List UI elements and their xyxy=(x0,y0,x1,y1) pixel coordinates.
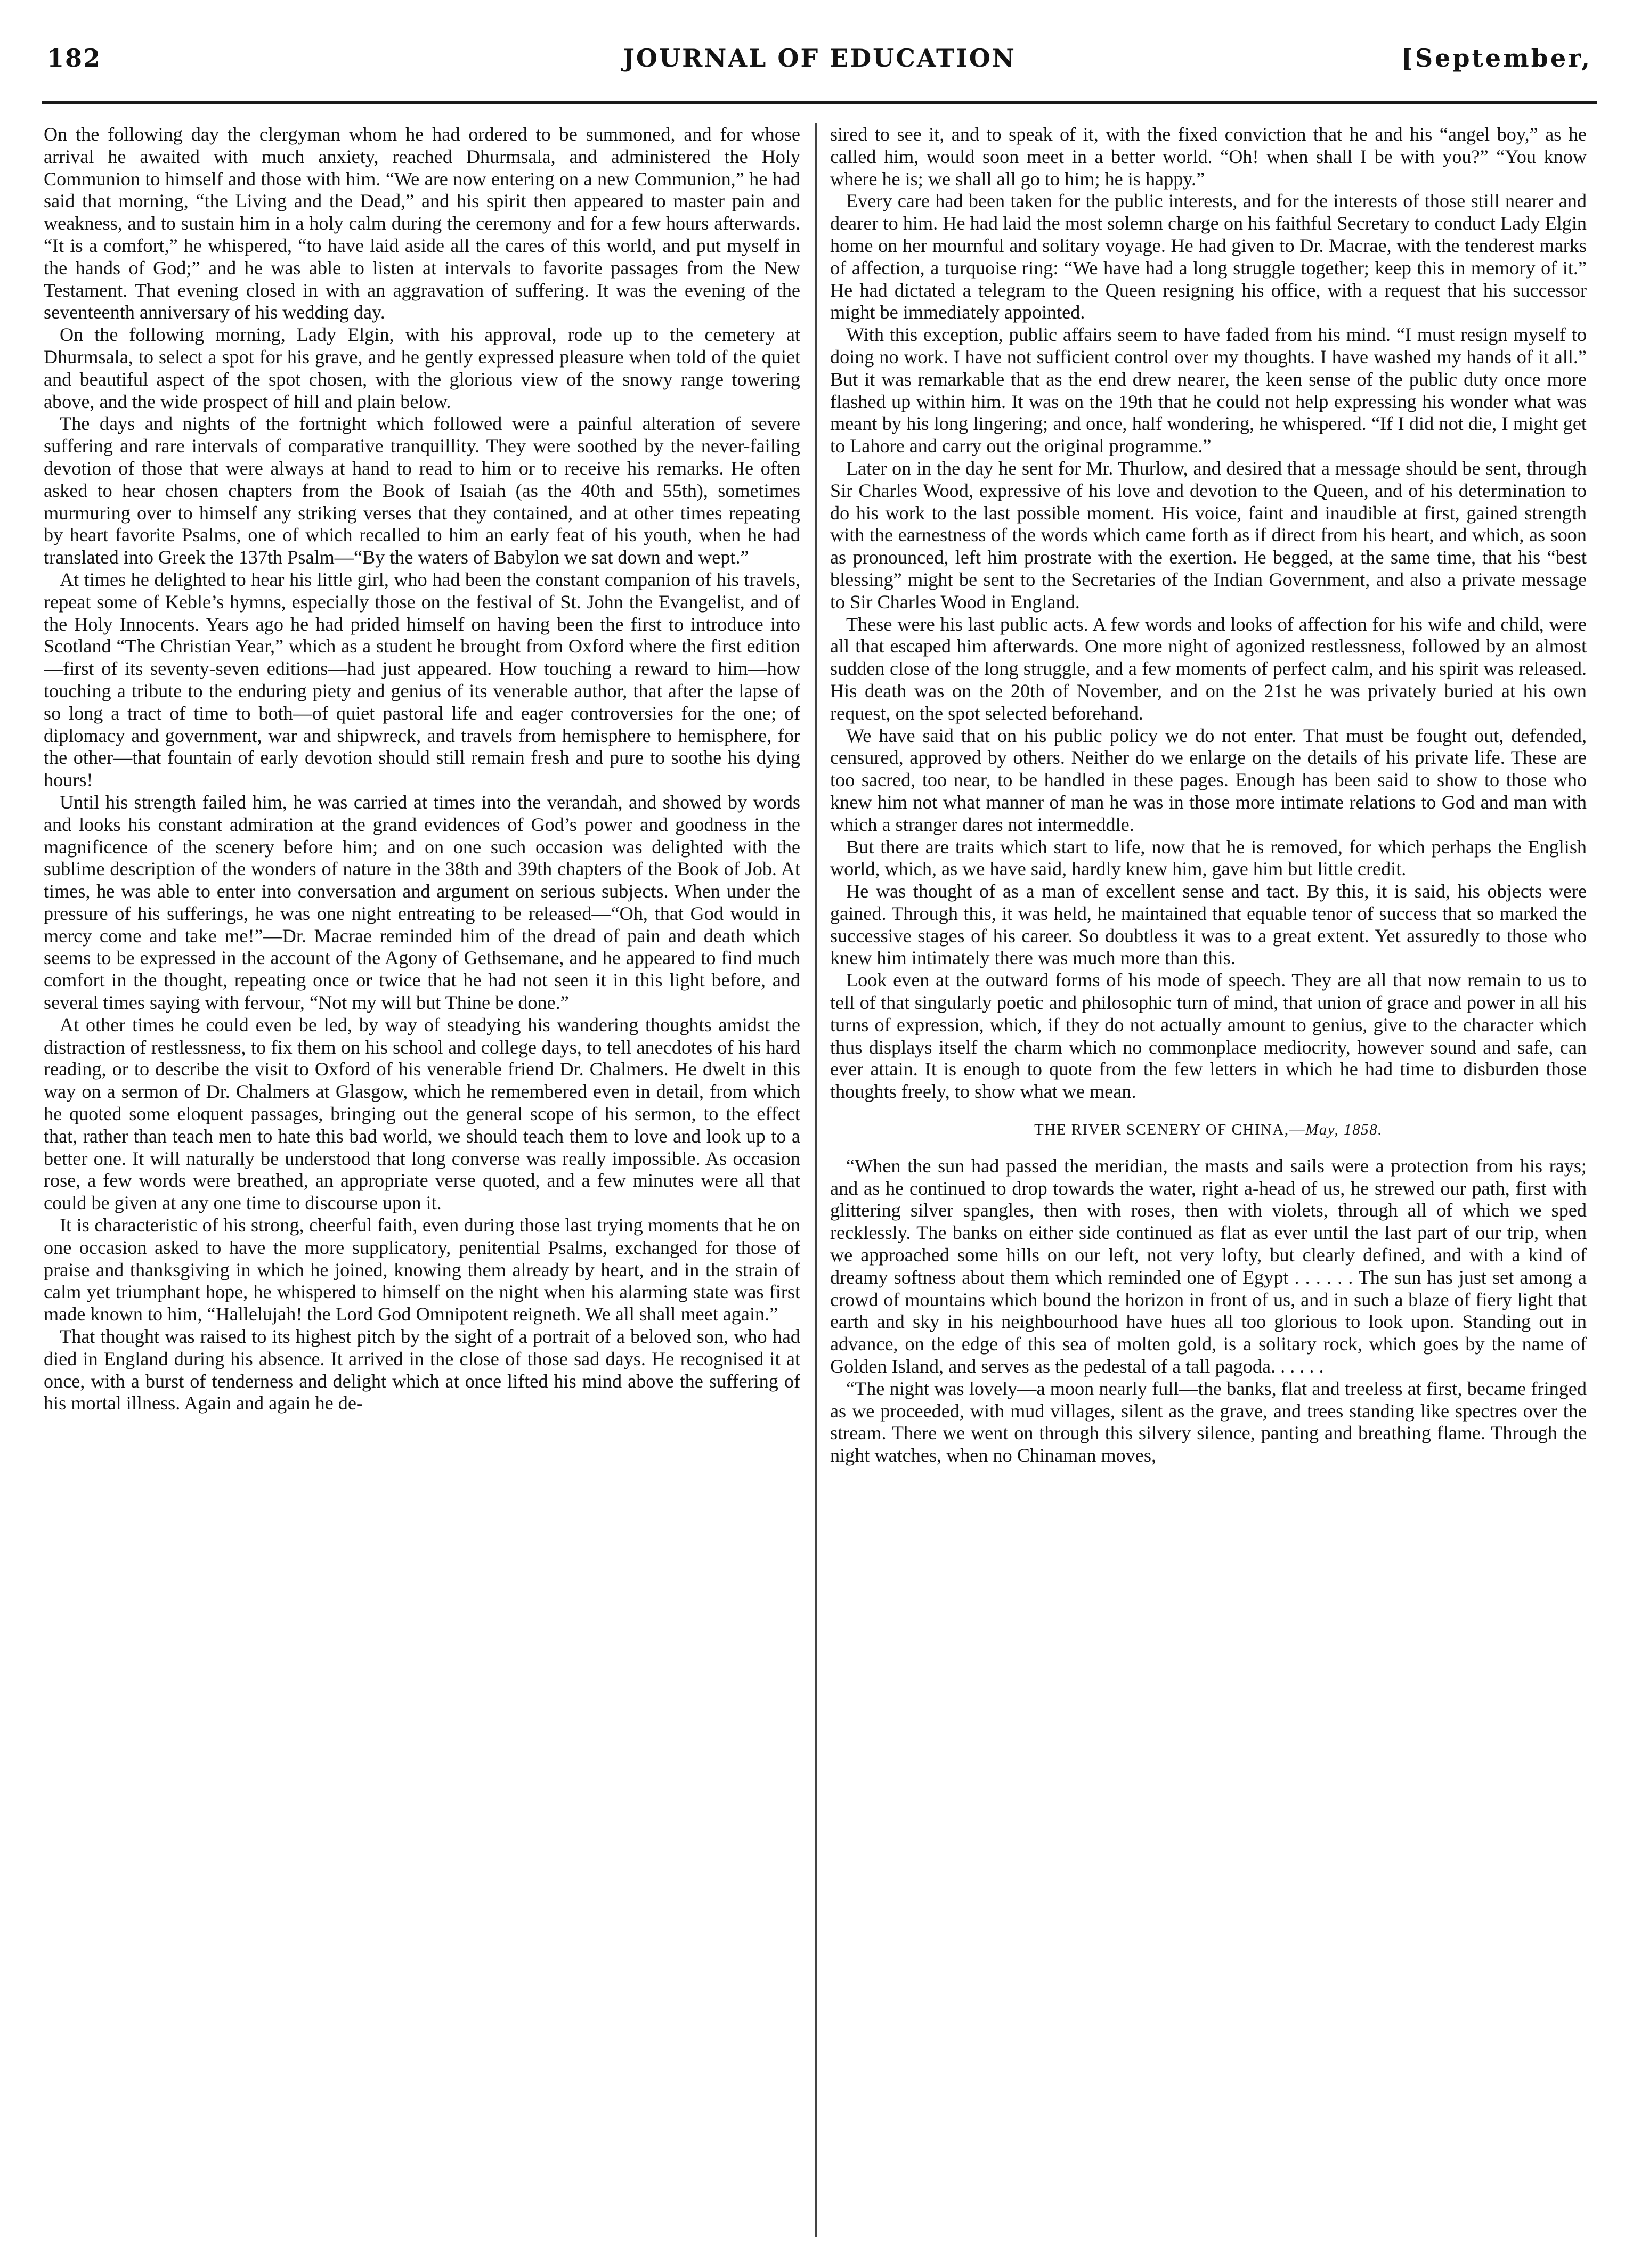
paragraph: Later on in the day he sent for Mr. Thurlow, and desired that a message should be sent, through Sir Charles Wood, expressive of his love and devotion to the Queen, and of his determination to do his work to the last possible moment. His voice, faint and inaudible at first, gained strength with the earnestness of the words which came forth as if direct from his heart, and which, as soon as pronounced, left him prostrate with the exertion. He begged, at the same time, that his “best blessing” might be sent to the Secretaries of the Indian Government, and also a private message to Sir Charles Wood in England. xyxy=(830,457,1587,613)
section-heading xyxy=(830,1119,1587,1141)
paragraph: Every care had been taken for the public interests, and for the interests of those still nearer and dearer to him. He had laid the most solemn charge on his faithful Secretary to conduct Lady Elgin home on her mournful and solitary voyage. He had given to Dr. Macrae, with the tenderest marks of affection, a turquoise ring: “We have had a long struggle together; keep this in memory of it.” He had dictated a telegram to the Queen resigning his office, with a request that his successor might be immediately appointed. xyxy=(830,190,1587,323)
paragraph: We have said that on his public policy we do not enter. That must be fought out, defended, censured, approved by others. Neither do we enlarge on the details of his private life. These are too sacred, too near, to be handled in these pages. Enough has been said to show to those who knew him not what manner of man he was in those more intimate relations to God and man with which a stranger dares not intermeddle. xyxy=(830,724,1587,835)
paragraph: At other times he could even be led, by way of steadying his wandering thoughts amidst the distraction of restlessness, to fix them on his school and college days, to tell anecdotes of his hard reading, or to describe the visit to Oxford of his venerable friend Dr. Chalmers. He dwelt in this way on a sermon of Dr. Chalmers at Glasgow, which he remembered even in detail, from which he quoted some eloquent passages, bringing out the general scope of his sermon, to the effect that, rather than teach men to hate this bad world, we should teach them to love and look up to a better one. It will naturally be understood that long converse was really impossible. As occasion rose, a few words were breathed, an appropriate verse quoted, and a few minutes were all that could be given at any one time to discourse upon it. xyxy=(44,1014,800,1214)
left-column xyxy=(44,124,800,2249)
paragraph: But there are traits which start to life, now that he is removed, for which perhaps the English world, which, as we have said, hardly knew him, gave him but little credit. xyxy=(830,836,1587,880)
paragraph: These were his last public acts. A few words and looks of affection for his wife and child, were all that escaped him afterwards. One more night of agonized restlessness, followed by an almost sudden close of the long struggle, and a few moments of perfect calm, and his spirit was released. His death was on the 20th of November, and on the 21st he was privately buried at his own request, on the spot selected beforehand. xyxy=(830,613,1587,724)
right-column xyxy=(830,124,1587,2249)
paragraph: That thought was raised to its highest pitch by the sight of a portrait of a beloved son, who had died in England during his absence. It arrived in the close of those sad days. He recognised it at once, with a burst of tenderness and delight which at once lifted his mind above the suffering of his mortal illness. Again and again he de- xyxy=(44,1326,800,1414)
paragraph: With this exception, public affairs seem to have faded from his mind. “I must resign myself to doing no work. I have not sufficient control over my thoughts. I have washed my hands of it all.” But it was remarkable that as the end drew nearer, the keen sense of the public duty once more flashed up within him. It was on the 19th that he could not help expressing his wonder what was meant by his long lingering; and once, half wondering, he whispered. “If I did not die, I might get to Lahore and carry out the original programme.” xyxy=(830,324,1587,457)
section-heading-date: May, 1858. xyxy=(1305,1121,1383,1139)
paragraph: It is characteristic of his strong, cheerful faith, even during those last trying moments that he on one occasion asked to have the more supplicatory, penitential Psalms, exchanged for those of praise and thanksgiving in which he joined, knowing them already by heart, and in the strain of calm yet triumphant hope, he whispered to himself on the night when his alarming state was first made known to him, “Hallelujah! the Lord God Omnipotent reigneth. We all shall meet again.” xyxy=(44,1214,800,1325)
paragraph: “When the sun had passed the meridian, the masts and sails were a protection from his rays; and as he continued to drop towards the water, right a-head of us, he strewed our path, first with glittering silver spangles, then with roses, then with violets, through all of which we sped recklessly. The banks on either side continued as flat as ever until the last part of our trip, when we approached some hills on our left, not very lofty, but clearly defined, and with a kind of dreamy softness about them which reminded one of Egypt . . . . . . The sun has just set among a crowd of mountains which bound the horizon in front of us, and in such a blaze of fiery light that earth and sky in his neighbourhood have hues all too glorious to look upon. Standing out in advance, on the edge of this sea of molten gold, is a solitary rock, which goes by the name of Golden Island, and serves as the pedestal of a tall pagoda. . . . . . xyxy=(830,1155,1587,1377)
paragraph: Look even at the outward forms of his mode of speech. They are all that now remain to us to tell of that singularly poetic and philosophic turn of mind, that union of grace and power in all his turns of expression, which, if they do not actually amount to genius, give to the character which thus displays itself the charm which no commonplace mediocrity, however sound and safe, can ever attain. It is enough to quote from the few letters in which he had time to disburden those thoughts freely, to show what we mean. xyxy=(830,969,1587,1103)
paragraph: He was thought of as a man of excellent sense and tact. By this, it is said, his objects were gained. Through this, it was held, he maintained that equable tenor of success that so marked the successive stages of his career. So doubtless it was to a great extent. Yet assuredly to those who knew him intimately there was much more than this. xyxy=(830,880,1587,969)
paragraph: On the following morning, Lady Elgin, with his approval, rode up to the cemetery at Dhurmsala, to select a spot for his grave, and he gently expressed pleasure when told of the quiet and beautiful aspect of the spot chosen, with the glorious view of the snowy range towering above, and the wide prospect of hill and plain below. xyxy=(44,324,800,412)
column-divider xyxy=(815,123,817,2237)
paragraph: On the following day the clergyman whom he had ordered to be summoned, and for whose arrival he awaited with much anxiety, reached Dhurmsala, and administered the Holy Communion to himself and those with him. “We are now entering on a new Communion,” he had said that morning, “the Living and the Dead,” and his spirit then appeared to master pain and weakness, and to sustain him in a holy calm during the ceremony and for a few hours afterwards. “It is a comfort,” he whispered, “to have laid aside all the cares of this world, and put myself in the hands of God;” and he was able to listen at intervals to favorite passages from the New Testament. That evening closed in with an aggravation of suffering. It was the evening of the seventeenth anniversary of his wedding day. xyxy=(44,124,800,323)
paragraph: The days and nights of the fortnight which followed were a painful alteration of severe suffering and rare intervals of comparative tranquillity. They were soothed by the never-failing devotion of those that were always at hand to read to him or to receive his remarks. He often asked to hear chosen chapters from the Book of Isaiah (as the 40th and 55th), sometimes murmuring over to himself any striking verses that they contained, and at other times repeating by heart favorite Psalms, one of which recalled to him an early feat of his youth, when he had translated into Greek the 137th Psalm—“By the waters of Babylon we sat down and wept.” xyxy=(44,413,800,568)
paragraph: At times he delighted to hear his little girl, who had been the constant companion of his travels, repeat some of Keble’s hymns, especially those on the festival of St. John the Evangelist, and of the Holy Innocents. Years ago he had prided himself on having been the first to introduce into Scotland “The Christian Year,” which as a student he brought from Oxford where the first edition—first of its seventy-seven editions—had just appeared. How touching a reward to him—how touching a tribute to the enduring piety and genius of its venerable author, that after the lapse of so long a tract of time to both—of quiet pastoral life and eager controversies for the one; of diplomacy and government, war and shipwreck, and travels from hemisphere to hemisphere, for the other—that fountain of early devotion should still remain fresh and pure to soothe his dying hours! xyxy=(44,568,800,791)
paragraph: sired to see it, and to speak of it, with the fixed conviction that he and his “angel boy,” as he called him, would soon meet in a better world. “Oh! when shall I be with you?” “You know where he is; we shall all go to him; he is happy.” xyxy=(830,124,1587,190)
paragraph: “The night was lovely—a moon nearly full—the banks, flat and treeless at first, became fringed as we proceeded, with mud villages, silent as the grave, and trees standing like spectres over the stream. There we went on through this silvery silence, panting and breathing flame. Through the night watches, when no Chinaman moves, xyxy=(830,1377,1587,1466)
section-heading-title: THE RIVER SCENERY OF CHINA,— xyxy=(1034,1121,1306,1139)
running-title: JOURNAL OF EDUCATION xyxy=(623,44,1016,72)
running-month: [September, xyxy=(1401,44,1592,72)
header-rule xyxy=(42,101,1597,104)
paragraph: Until his strength failed him, he was carried at times into the verandah, and showed by words and looks his constant admiration at the grand evidences of God’s power and goodness in the magnificence of the scenery before him; and on one such occasion was delighted with the sublime description of the wonders of nature in the 38th and 39th chapters of the Book of Job. At times, he was able to enter into conversation and argument on serious subjects. When under the pressure of his sufferings, he was one night entreating to be released—“Oh, that God would in mercy come and take me!”—Dr. Macrae reminded him of the dread of pain and death which seems to be expressed in the account of the Agony of Gethsemane, and he appeared to find much comfort in the thought, repeating once or twice that he had not seen it in this light before, and several times saying with fervour, “Not my will but Thine be done.” xyxy=(44,791,800,1014)
page-header xyxy=(42,44,1597,97)
page-number: 182 xyxy=(47,44,102,72)
